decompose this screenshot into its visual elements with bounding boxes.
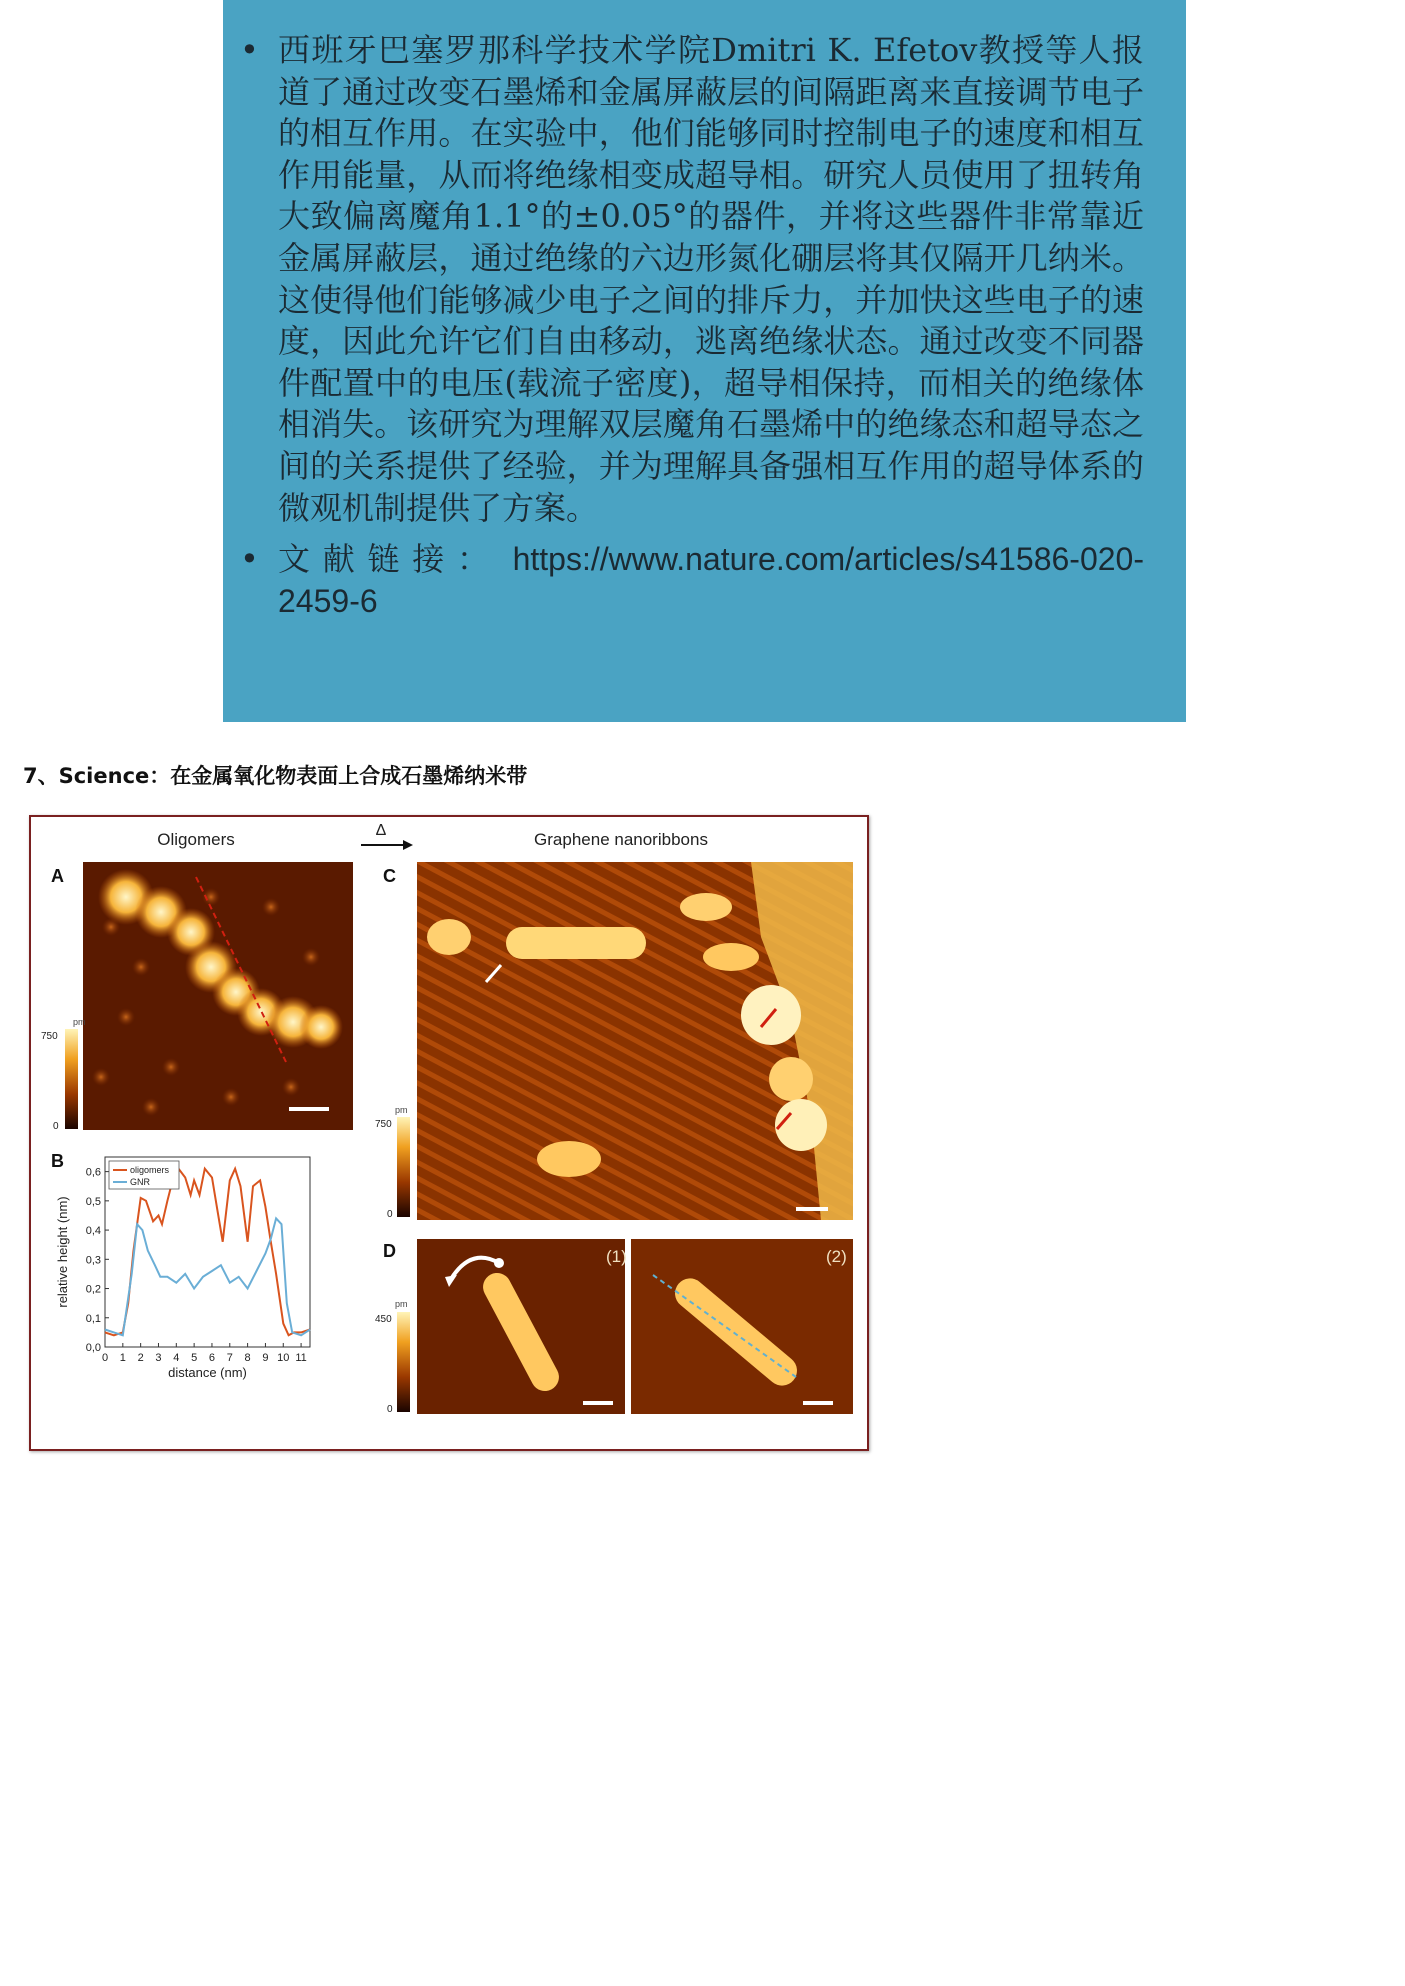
- colorbar-a: [41, 1017, 86, 1132]
- colorbar-d: [375, 1299, 410, 1415]
- colorbar-c: [375, 1105, 410, 1220]
- bullet-dot-icon: •: [240, 31, 259, 69]
- svg-text:0: 0: [53, 1121, 59, 1132]
- y-tick-label: 0,3: [85, 1254, 101, 1267]
- x-tick-label: 2: [137, 1352, 144, 1364]
- link-label: 文献链接：: [278, 540, 502, 579]
- x-tick-label: 5: [191, 1352, 198, 1364]
- x-tick-label: 11: [295, 1352, 307, 1364]
- svg-text:450: 450: [375, 1314, 392, 1325]
- summary-text: 西班牙巴塞罗那科学技术学院Dmitri K. Efetov教授等人报道了通过改变石墨烯和金属屏蔽层的间隔距离来直接调节电子的相互作用。在实验中，他们能够同时控制电子的速度和相互作用能量，从而将绝缘相变成超导相。研究人员使用了扭转角大致偏离魔角1.1°的±0.05°的器件，并将这些器件非常靠近金属屏蔽层，通过绝缘的六边形氮化硼层将其仅隔开几纳米。这使得他们能够减少电子之间的排斥力，并加快这些电子的速度，因此允许它们自由移动，逃离绝缘状态。通过改变不同器件配置中的电压(载流子密度)，超导相保持，而相关的绝缘体相消失。该研究为理解双层魔角石墨烯中的绝缘态和超导态之间的关系提供了经验，并为理解具备强相互作用的超导体系的微观机制提供了方案。: [278, 31, 1144, 527]
- panel-a-stm-image: [83, 862, 353, 1130]
- panel-d2-label: (2): [826, 1247, 847, 1266]
- height-profile-chart: [55, 1157, 310, 1380]
- anneal-arrow-label: Δ: [375, 822, 387, 839]
- gnr-title: Graphene nanoribbons: [534, 830, 708, 849]
- y-tick-label: 0,0: [85, 1342, 101, 1354]
- svg-text:pm: pm: [395, 1105, 408, 1115]
- link-bullet: [232, 539, 1144, 622]
- panel-d2-stm-image: [631, 1239, 853, 1414]
- panel-d1-label: (1): [606, 1247, 627, 1266]
- x-tick-label: 3: [155, 1352, 162, 1364]
- y-tick-label: 0,4: [85, 1225, 101, 1238]
- panel-d-label: D: [383, 1241, 396, 1261]
- summary-bullet: [232, 30, 1144, 529]
- right-arrow-icon: [361, 840, 413, 850]
- legend-label: GNR: [130, 1177, 150, 1187]
- y-axis-label: relative height (nm): [55, 1196, 70, 1308]
- figure-frame: [29, 815, 869, 1451]
- y-tick-label: 0,1: [85, 1312, 101, 1325]
- y-tick-label: 0,6: [85, 1166, 101, 1179]
- x-tick-label: 9: [262, 1352, 269, 1364]
- x-tick-label: 10: [277, 1352, 290, 1364]
- svg-text:750: 750: [41, 1031, 58, 1042]
- legend-label: oligomers: [130, 1165, 170, 1175]
- svg-text:0: 0: [387, 1404, 393, 1415]
- svg-text:0: 0: [387, 1209, 393, 1220]
- article-link[interactable]: https://www.nature.com/articles/s41586-020-2459-6: [278, 541, 1144, 619]
- x-tick-label: 8: [244, 1352, 251, 1364]
- bullet-dot-icon: •: [240, 540, 259, 579]
- svg-text:pm: pm: [73, 1017, 86, 1027]
- x-tick-label: 6: [208, 1352, 216, 1364]
- panel-c-stm-image: [417, 862, 853, 1220]
- oligomers-title: Oligomers: [157, 830, 235, 849]
- article-summary-box: [223, 0, 1186, 722]
- y-tick-label: 0,5: [85, 1195, 101, 1208]
- panel-d1-stm-image: [417, 1239, 625, 1414]
- panel-b-label: B: [51, 1151, 64, 1171]
- svg-text:pm: pm: [395, 1299, 408, 1309]
- x-tick-label: 4: [173, 1352, 180, 1364]
- panel-a-label: A: [51, 866, 64, 886]
- x-tick-label: 0: [101, 1352, 109, 1364]
- x-tick-label: 7: [226, 1352, 233, 1364]
- x-tick-label: 1: [119, 1352, 126, 1364]
- panel-c-label: C: [383, 866, 396, 886]
- section-heading: 7、Science：在金属氧化物表面上合成石墨烯纳米带: [23, 764, 528, 788]
- y-tick-label: 0,2: [85, 1283, 101, 1296]
- svg-text:750: 750: [375, 1119, 392, 1130]
- x-axis-label: distance (nm): [168, 1365, 247, 1380]
